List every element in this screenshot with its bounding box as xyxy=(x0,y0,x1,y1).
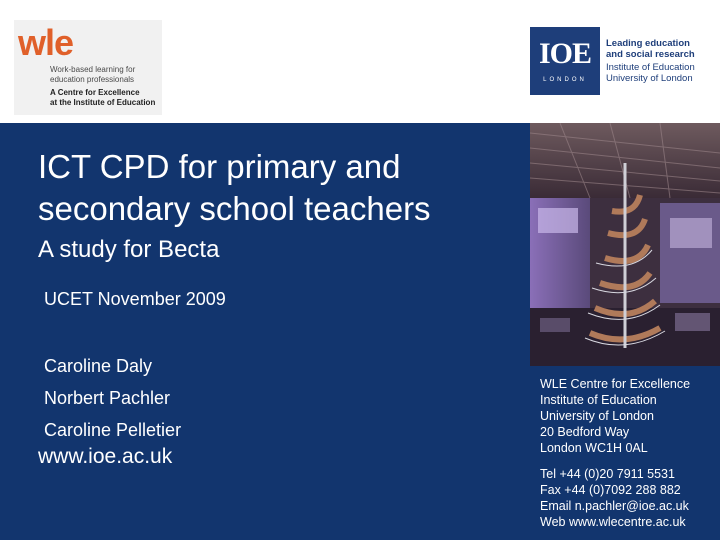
wle-logo-line: at the Institute of Education xyxy=(50,98,156,107)
wle-logo xyxy=(14,20,162,115)
author-name: Caroline Pelletier xyxy=(44,420,182,440)
ioe-institution-line: University of London xyxy=(606,73,693,84)
wle-logo-line: Work-based learning for xyxy=(50,65,136,74)
ioe-tagline-line: and social research xyxy=(606,49,695,60)
address-line: London WC1H 0AL xyxy=(540,441,648,455)
ioe-city: LONDON xyxy=(543,77,587,83)
website-url: www.ioe.ac.uk xyxy=(38,445,173,468)
contact-web: Web www.wlecentre.ac.uk xyxy=(540,515,686,529)
slide-subtitle: A study for Becta xyxy=(38,236,220,263)
staircase-illustration xyxy=(530,123,720,366)
address-line: Institute of Education xyxy=(540,393,657,407)
title-line: ICT CPD for primary and xyxy=(38,148,401,185)
ioe-logo xyxy=(530,27,600,95)
ioe-tagline-line: Leading education xyxy=(606,38,690,49)
wle-logo-line: A Centre for Excellence xyxy=(50,88,140,97)
address-line: University of London xyxy=(540,409,654,423)
contact-email: Email n.pachler@ioe.ac.uk xyxy=(540,499,689,513)
contact-phone: Tel +44 (0)20 7911 5531 xyxy=(540,467,675,481)
spiral-staircase-photo xyxy=(530,123,720,366)
wle-wordmark: wle xyxy=(18,22,74,63)
author-name: Norbert Pachler xyxy=(44,388,171,408)
event-label: UCET November 2009 xyxy=(44,289,226,309)
address-line: WLE Centre for Excellence xyxy=(540,377,691,391)
ioe-institution-line: Institute of Education xyxy=(606,62,695,73)
title-panel xyxy=(0,123,525,540)
contact-block xyxy=(540,376,720,530)
author-list xyxy=(44,350,181,446)
wle-logo-line: education professionals xyxy=(50,75,135,84)
slide-title xyxy=(38,146,518,230)
contact-fax: Fax +44 (0)7092 288 882 xyxy=(540,483,681,497)
header xyxy=(0,0,720,123)
ioe-mark: IOE xyxy=(538,37,592,70)
side-panel xyxy=(525,123,720,540)
title-line: secondary school teachers xyxy=(38,190,431,227)
address-line: 20 Bedford Way xyxy=(540,425,630,439)
author-name: Caroline Daly xyxy=(44,356,153,376)
ioe-logo-text xyxy=(606,38,716,84)
